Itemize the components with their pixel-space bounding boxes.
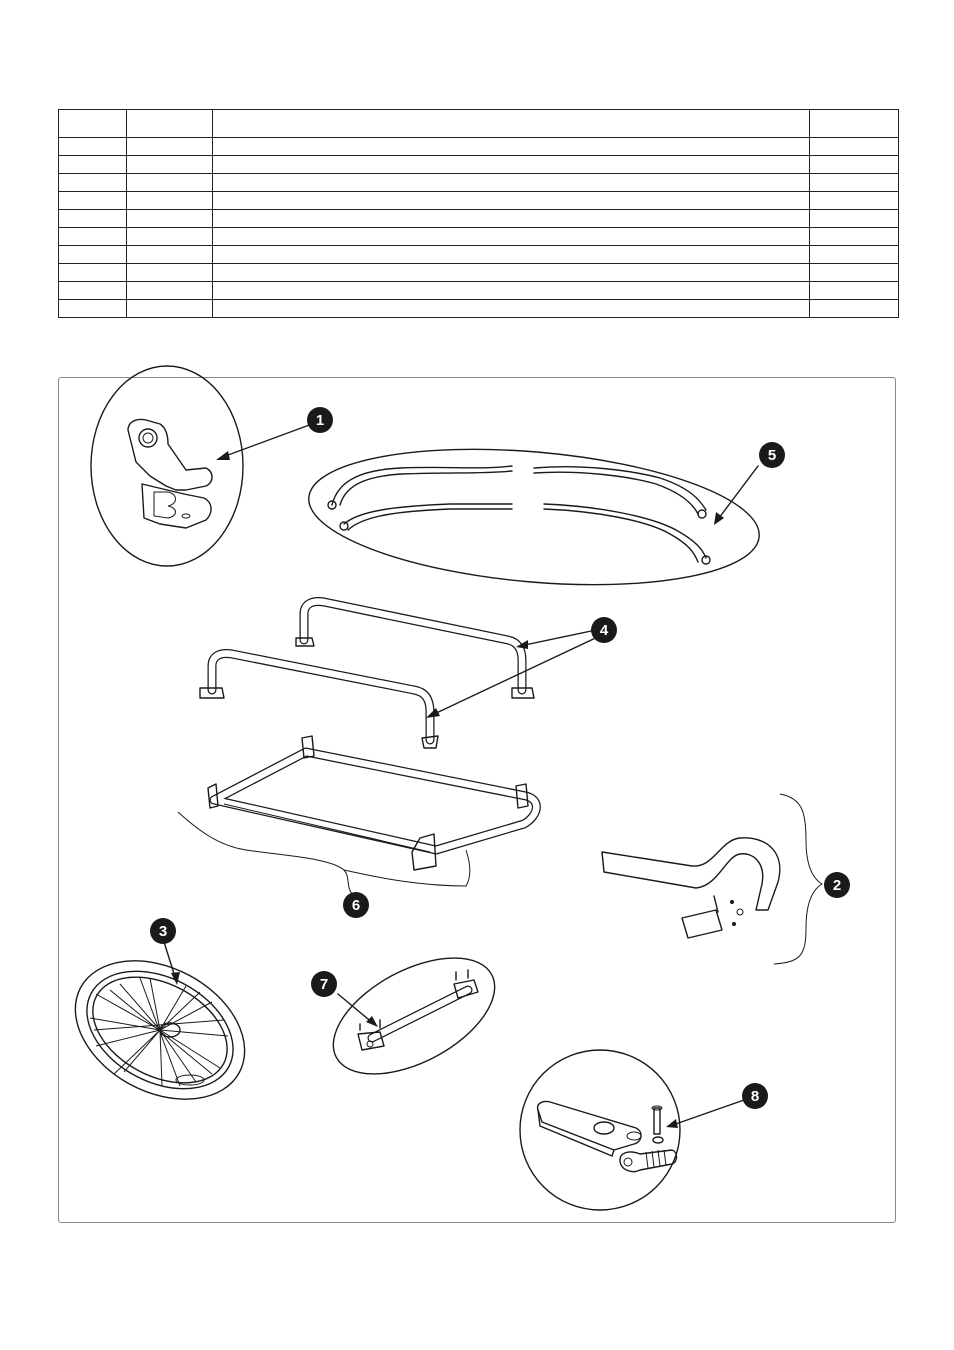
wheel [51, 933, 268, 1127]
callout-number: 1 [315, 412, 325, 429]
callout-number: 3 [158, 923, 168, 940]
hitch-parts-inset [520, 1050, 744, 1210]
callout-2 [824, 872, 850, 898]
tow-arm [602, 794, 822, 964]
callout-4 [591, 617, 617, 643]
roll-bars [200, 602, 604, 749]
callout-1 [307, 407, 333, 433]
callout-number: 7 [319, 976, 329, 993]
callout-number: 5 [767, 447, 777, 464]
straps-inset [303, 433, 765, 602]
callout-number: 2 [832, 877, 842, 894]
callout-number: 4 [599, 622, 609, 639]
cross-bar-inset [315, 934, 514, 1098]
callout-3 [150, 918, 176, 944]
callout-8 [742, 1083, 768, 1109]
callout-number: 8 [750, 1088, 760, 1105]
base-frame [178, 736, 536, 894]
callout-7 [311, 971, 337, 997]
callout-number: 6 [351, 897, 361, 914]
mounting-bracket-inset [91, 366, 312, 566]
callout-6 [343, 892, 369, 918]
callout-5 [759, 442, 785, 468]
